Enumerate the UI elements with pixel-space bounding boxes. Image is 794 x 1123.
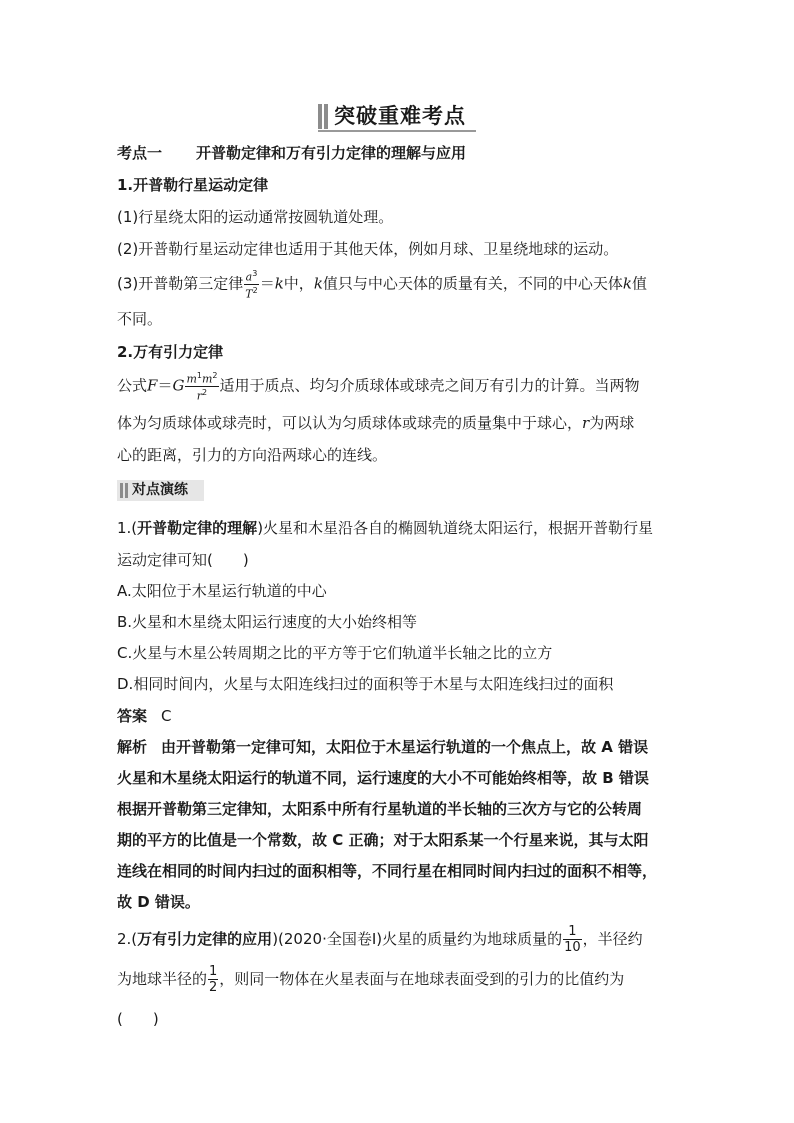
practice-tag [117,480,204,501]
gravitation-line-2: 体为匀质球体或球壳时，可以认为匀质球体或球壳的质量集中于球心，r为两球 [117,414,635,432]
q2-fraction-radius: $\frac{1}{2}$ [209,964,218,995]
q1-analysis-line-6: 故 D 错误。 [117,893,200,911]
q2-stem-line-2: 为地球半径的 $\frac{1}{2}$ ，则同一物体在火星表面与在地球表面受到的引力的比值约为 [117,964,625,995]
gravitation-heading: 2.万有引力定律 [117,343,224,361]
q2-topic: 万有引力定律的应用 [137,930,273,948]
q1-stem-line-2: 运动定律可知( ) [117,551,249,569]
topic-heading [117,142,466,164]
q2-fraction-mass: $\frac{1}{10}$ [564,924,581,955]
kepler-point-3: (3)开普勒第三定律 $\frac{a^3}{T^2}$ ＝k中，k值只与中心天体的质量有关，不同的中心天体k值 [117,269,648,301]
kepler-point-1: (1)行星绕太阳的运动通常按圆轨道处理。 [117,208,394,226]
gravitation-fraction: $\frac{m^1m^2}{r^2}$ [186,371,218,403]
q2-stem-line-1: 2.(万有引力定律的应用)(2020·全国卷Ⅰ)火星的质量约为地球质量的 $\frac{1}{10}$ ，半径约 [117,924,643,955]
topic-title: 开普勒定律和万有引力定律的理解与应用 [196,144,467,162]
topic-label: 考点一 [117,144,163,162]
banner-bar-decoration [318,104,322,129]
kepler-point-2: (2)开普勒行星运动定律也适用于其他天体，例如月球、卫星绕地球的运动。 [117,240,619,258]
q1-answer: 答案 C [117,707,172,725]
q1-option-d: D.相同时间内，火星与太阳连线扫过的面积等于木星与太阳连线扫过的面积 [117,675,614,693]
practice-tag-label: 对点演练 [132,482,188,498]
banner-bar-decoration [324,104,328,129]
q2-stem-line-3: ( ) [117,1010,159,1028]
section-title: 突破重难考点 [334,104,466,128]
banner-underline [318,130,476,132]
gravitation-line-3: 心的距离，引力的方向沿两球心的连线。 [117,446,388,464]
q1-analysis-line-2: 火星和木星绕太阳运行的轨道不同，运行速度的大小不可能始终相等，故 B 错误 [117,769,649,787]
q1-stem-line-1: 1.(开普勒定律的理解)火星和木星沿各自的椭圆轨道绕太阳运行，根据开普勒行星 [117,519,654,537]
section-banner [318,102,476,132]
q1-analysis-line-1: 解析 由开普勒第一定律可知，太阳位于木星运行轨道的一个焦点上，故 A 错误 [117,738,649,756]
q1-option-c: C.火星与木星公转周期之比的平方等于它们轨道半长轴之比的立方 [117,644,553,662]
q1-analysis-line-5: 连线在相同的时间内扫过的面积相等，不同行星在相同时间内扫过的面积不相等， [117,862,658,880]
q1-topic: 开普勒定律的理解 [137,519,258,537]
q1-analysis-line-3: 根据开普勒第三定律知，太阳系中所有行星轨道的半长轴的三次方与它的公转周 [117,800,643,818]
gravitation-formula-line: 公式F＝G $\frac{m^1m^2}{r^2}$ 适用于质点、均匀介质球体或球壳之间万有引力的计算。当两物 [117,371,640,403]
q1-option-a: A.太阳位于木星运行轨道的中心 [117,582,327,600]
kepler-point-3-cont: 不同。 [117,310,163,328]
kepler-third-law-fraction: $\frac{a^3}{T^2}$ [245,269,258,301]
kepler-heading: 1.开普勒行星运动定律 [117,176,269,194]
q1-analysis-line-4: 期的平方的比值是一个常数，故 C 正确；对于太阳系某一个行星来说，其与太阳 [117,831,649,849]
q1-option-b: B.火星和木星绕太阳运行速度的大小始终相等 [117,613,418,631]
